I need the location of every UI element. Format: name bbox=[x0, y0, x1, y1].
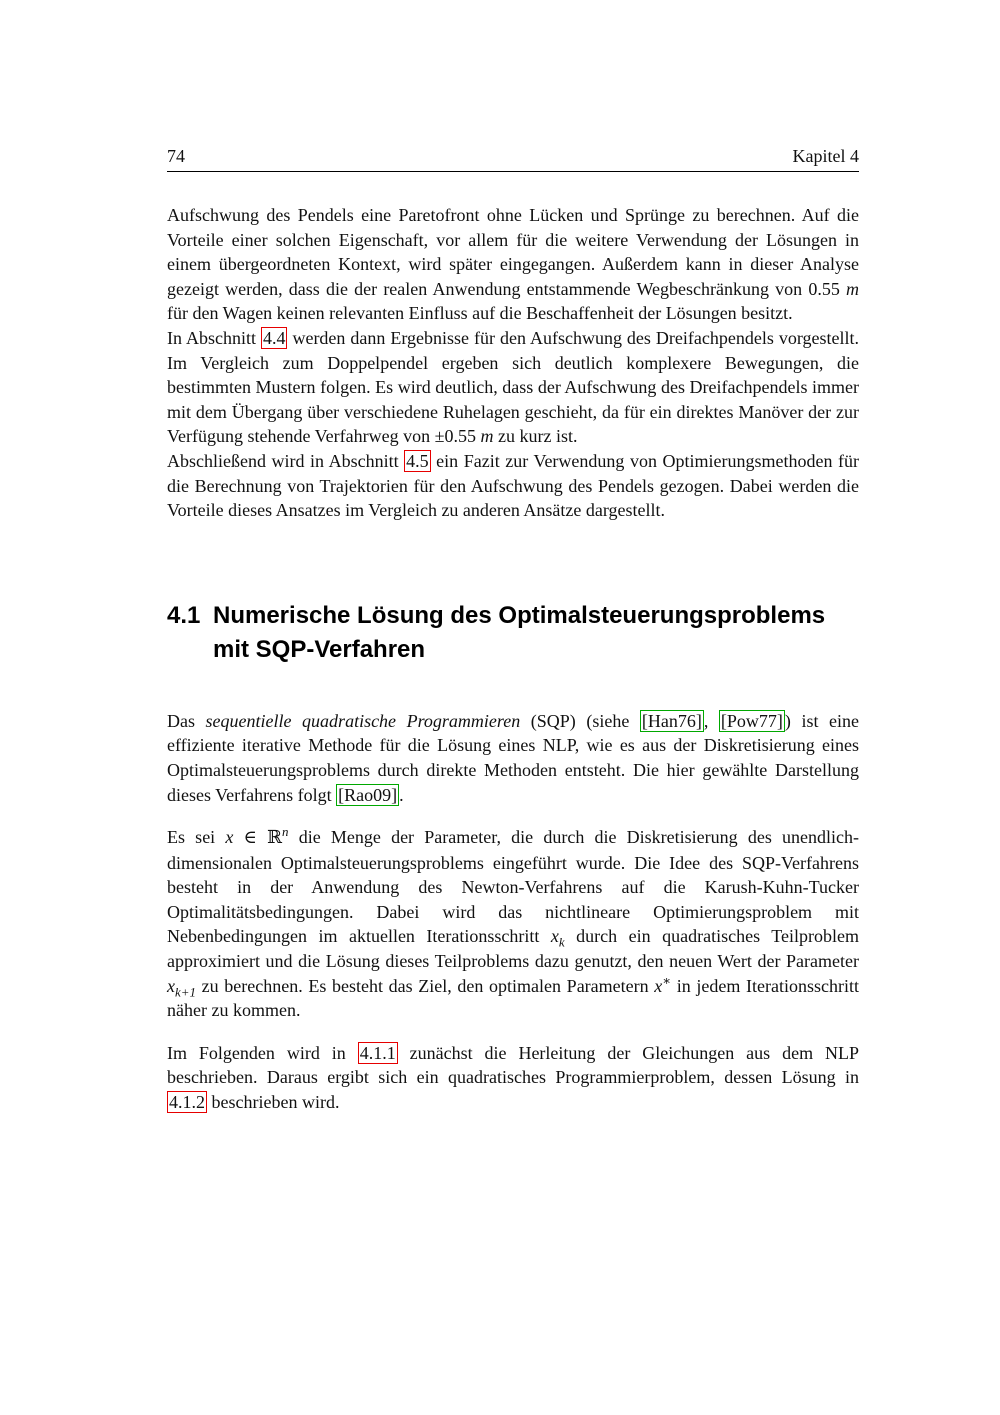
text-run: Abschließend wird in Abschnitt bbox=[167, 450, 405, 471]
math-unit: m bbox=[480, 426, 494, 447]
section-number: 4.1 bbox=[167, 601, 201, 629]
text-run: zu kurz ist. bbox=[493, 426, 578, 447]
citation-link[interactable]: [Rao09] bbox=[338, 784, 398, 805]
emphasis-text: sequentielle quadratische Programmieren bbox=[205, 710, 521, 731]
text-run: für den Wagen keinen relevanten Einfluss auf die Beschaffenheit der Lösungen besitzt. bbox=[167, 303, 793, 324]
text-run: beschrieben wird. bbox=[207, 1092, 340, 1113]
section-ref-link[interactable]: 4.1.2 bbox=[169, 1092, 205, 1113]
text-run: Das bbox=[167, 710, 206, 731]
section-title-line2: mit SQP-Verfahren bbox=[213, 635, 426, 663]
math-subscript: k bbox=[558, 935, 565, 951]
text-run: zunächst die Herleitung der Gleichungen aus dem NLP beschrieben. Daraus ergibt sich ein quadratisches Programmierproblem, dessen Lösung in bbox=[167, 1042, 859, 1088]
math-real-numbers-symbol: ℝ bbox=[267, 827, 283, 849]
paragraph-3 bbox=[167, 449, 859, 523]
math-unit: m bbox=[846, 278, 859, 299]
chapter-label: Kapitel 4 bbox=[792, 146, 859, 166]
section-ref-link[interactable]: 4.1.1 bbox=[359, 1042, 396, 1063]
math-superscript: n bbox=[282, 824, 289, 840]
text-run: Es sei bbox=[167, 827, 226, 848]
section-title-line1: Numerische Lösung des Optimalsteuerungsproblems bbox=[213, 601, 826, 629]
text-run: , bbox=[703, 710, 719, 731]
text-run: ein Fazit zur Verwendung von Optimierungsmethoden für die Berechnung von Trajektorien für den Aufschwung des Pendels gezogen. Dabei werden die Vorteile dieses Ansatzes im Vergleich zu anderen Ansätze dargestellt. bbox=[167, 450, 859, 521]
math-element-of-symbol: ∈ bbox=[233, 827, 268, 848]
text-run: die Menge der Parameter, die durch die Diskretisierung des unendlich-dimensionalen Optimalsteuerungsproblems eingeführt wurde. Die Idee des SQP-Verfahrens besteht in der Anwendung des Newton-Verfahrens auf die Karush-Kuhn-Tucker Optimalitätsbedingungen. Dabei wird das nichtlineare Optimierungsproblem mit Nebenbedingungen im aktuellen Iterationsschritt bbox=[167, 827, 860, 947]
math-var: x bbox=[550, 926, 559, 947]
section-title bbox=[213, 599, 825, 667]
citation-link[interactable]: [Pow77] bbox=[720, 710, 783, 731]
math-superscript: ∗ bbox=[662, 972, 672, 988]
text-run: in jedem Iterationsschritt näher zu kommen. bbox=[167, 975, 860, 1021]
text-run: Im Folgenden wird in bbox=[167, 1042, 358, 1063]
math-var: x bbox=[225, 827, 234, 848]
paragraph-5 bbox=[167, 825, 859, 1023]
page-number: 74 bbox=[167, 146, 185, 166]
math-subscript: k+1 bbox=[175, 984, 196, 1000]
text-run: werden dann Ergebnisse für den Aufschwung des Dreifachpendels vorgestellt. Im Vergleich zum Doppelpendel ergeben sich deutlich komplexere Bewegungen, die bestimmten Mustern folgen. Es wird deutlich, dass der Aufschwung des Dreifachpendels immer mit dem Übergang über verschiedene Ruhelagen geschieht, da für ein direktes Manöver der zur Verfügung stehende Verfahrweg von ±0.55 bbox=[167, 327, 859, 447]
text-run: In Abschnitt bbox=[167, 327, 261, 348]
page-content bbox=[167, 146, 859, 1115]
text-run: durch ein quadratisches Teilproblem approximiert und die Lösung dieses Teilproblems dazu genutzt, den neuen Wert der Parameter bbox=[167, 926, 859, 972]
paragraph-2 bbox=[167, 326, 859, 449]
section-heading bbox=[167, 599, 859, 667]
paragraph-4 bbox=[167, 709, 859, 807]
section-ref-link[interactable]: 4.5 bbox=[406, 450, 429, 471]
text-run: Aufschwung des Pendels eine Paretofront ohne Lücken und Sprünge zu berechnen. Auf die Vorteile einer solchen Eigenschaft, vor allem für die weitere Verwendung der Lösungen in einem übergeordneten Kontext, wird später eingegangen. Außerdem kann in dieser Analyse gezeigt werden, dass die der realen Anwendung entstammende Wegbeschränkung von 0.55 bbox=[167, 205, 859, 299]
paragraph-1 bbox=[167, 203, 859, 326]
text-run: ) ist eine effiziente iterative Methode für die Lösung eines NLP, wie es aus der Diskretisierung eines Optimalsteuerungsproblems durch direkte Methoden entsteht. Die hier gewählte Darstellung dieses Verfahrens folgt bbox=[167, 710, 859, 805]
citation-link[interactable]: [Han76] bbox=[641, 710, 702, 731]
text-run: . bbox=[399, 784, 404, 805]
math-var: x bbox=[654, 975, 663, 996]
section-ref-link[interactable]: 4.4 bbox=[262, 327, 286, 348]
text-run: (SQP) (siehe bbox=[520, 710, 640, 731]
page-header bbox=[167, 146, 859, 172]
text-run: zu berechnen. Es besteht das Ziel, den optimalen Parametern bbox=[195, 975, 655, 996]
paragraph-6 bbox=[167, 1041, 859, 1115]
math-var: x bbox=[167, 975, 175, 996]
